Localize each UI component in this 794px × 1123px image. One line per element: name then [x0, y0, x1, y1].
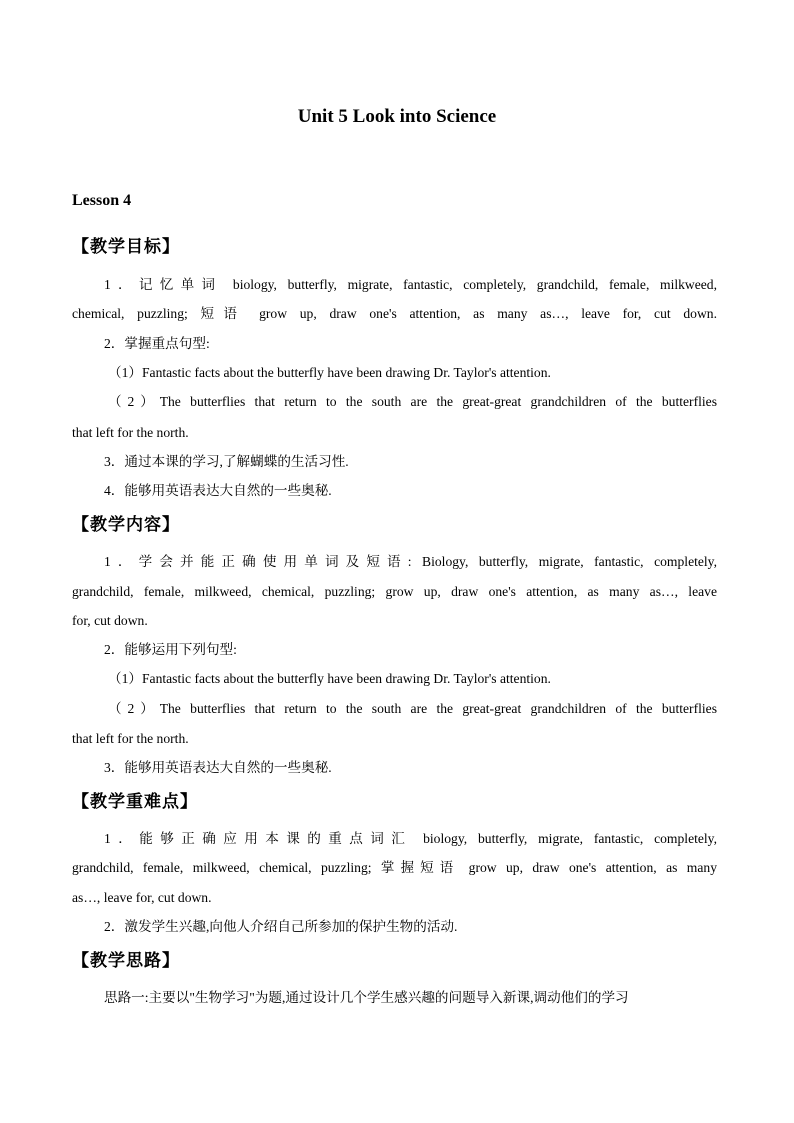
- objectives-line-8: 4．能够用英语表达大自然的一些奥秘.: [104, 483, 332, 498]
- content-line-3: for, cut down.: [72, 613, 148, 628]
- objectives-line-4: （1）Fantastic facts about the butterfly have been drawing Dr. Taylor's attention.: [108, 365, 551, 380]
- section-heading-key-points: 【教学重难点】: [72, 792, 198, 812]
- objectives-line-3: 2．掌握重点句型:: [104, 336, 210, 351]
- content-line-4: 2．能够运用下列句型:: [104, 642, 237, 657]
- document-title: Unit 5 Look into Science: [297, 106, 497, 127]
- content-line-7: that left for the north.: [72, 731, 189, 746]
- section-heading-objectives: 【教学目标】: [72, 237, 180, 257]
- objectives-line-1: 1．记忆单词 biology, butterfly, migrate, fantastic, completely, grandchild, female, milkweed,: [104, 277, 717, 292]
- objectives-line-2: chemical, puzzling; 短语 grow up, draw one's attention, as many as…, leave for, cut down.: [72, 306, 717, 321]
- content-line-8: 3．能够用英语表达大自然的一些奥秘.: [104, 760, 332, 775]
- lesson-label: Lesson 4: [72, 192, 132, 209]
- key-points-line-4: 2．激发学生兴趣,向他人介绍自己所参加的保护生物的活动.: [104, 919, 458, 934]
- content-line-6: （2）The butterflies that return to the south are the great-great grandchildren of the butterflies: [108, 701, 717, 716]
- objectives-line-5: （2）The butterflies that return to the south are the great-great grandchildren of the butterflies: [108, 394, 717, 409]
- section-heading-content: 【教学内容】: [72, 515, 180, 535]
- content-line-2: grandchild, female, milkweed, chemical, puzzling; grow up, draw one's attention, as many as…, leave: [72, 584, 717, 599]
- key-points-line-3: as…, leave for, cut down.: [72, 890, 212, 905]
- key-points-line-2: grandchild, female, milkweed, chemical, puzzling; 掌握短语 grow up, draw one's attention, as many: [72, 860, 717, 875]
- objectives-line-7: 3．通过本课的学习,了解蝴蝶的生活习性.: [104, 454, 349, 469]
- content-line-1: 1．学会并能正确使用单词及短语: Biology, butterfly, migrate, fantastic, completely,: [104, 554, 717, 569]
- objectives-line-6: that left for the north.: [72, 425, 189, 440]
- section-heading-approach: 【教学思路】: [72, 951, 180, 971]
- key-points-line-1: 1．能够正确应用本课的重点词汇 biology, butterfly, migrate, fantastic, completely,: [104, 831, 717, 846]
- approach-line-1: 思路一:主要以"生物学习"为题,通过设计几个学生感兴趣的问题导入新课,调动他们的学习: [104, 990, 629, 1005]
- content-line-5: （1）Fantastic facts about the butterfly have been drawing Dr. Taylor's attention.: [108, 671, 551, 686]
